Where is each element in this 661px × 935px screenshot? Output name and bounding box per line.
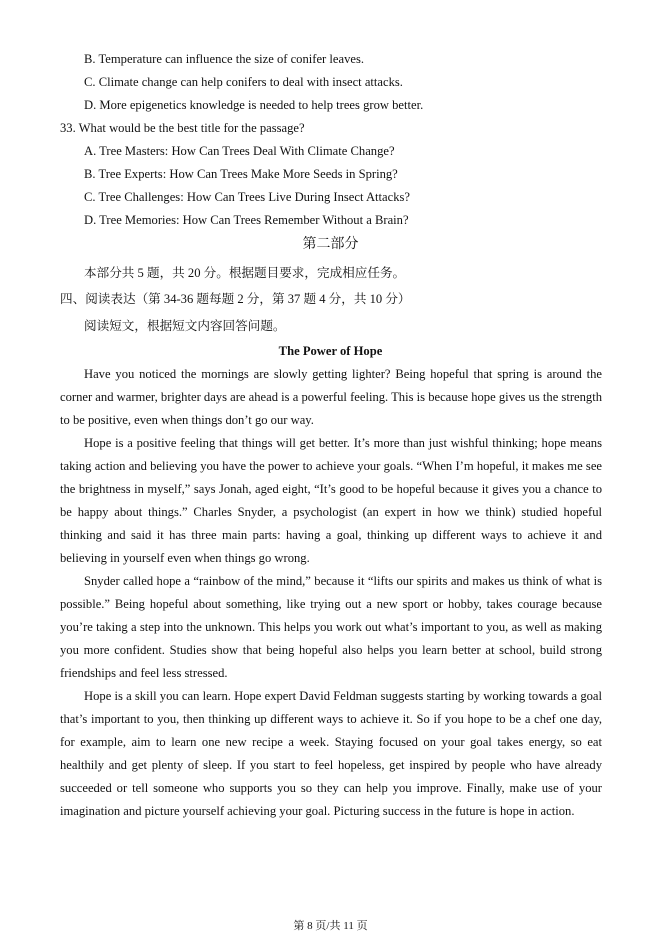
passage-paragraph-1: Have you noticed the mornings are slowly getting lighter? Being hopeful that spring is around the corner and warmer, brighter days are ahead is a powerful feeling. This is because hope gives us the strength to be positive, even when things don’t go our way. [60, 367, 603, 427]
reading-instruction: 阅读短文，根据短文内容回答问题。 [84, 319, 286, 333]
q33-option-b: B. Tree Experts: How Can Trees Make More Seeds in Spring? [84, 167, 398, 181]
part2-heading: 第二部分 [302, 237, 359, 252]
passage-paragraph-3: Snyder called hope a “rainbow of the mind,” because it “lifts our spirits and makes us think of what is possible.” Being hopeful about something, like trying out a new sport or hobby, takes courage because you’re taking a step into the unknown. This helps you work out what’s important to you, as well as making you more confident. Studies show that being hopeful also helps you learn better at school, build strong friendships and feel less stressed. [60, 574, 602, 680]
q32-option-b: B. Temperature can influence the size of conifer leaves. [84, 52, 365, 66]
q32-option-c: C. Climate change can help conifers to deal with insect attacks. [84, 75, 403, 89]
part2-intro: 本部分共 5 题，共 20 分。根据题目要求，完成相应任务。 [84, 266, 406, 280]
passage-title: The Power of Hope [278, 344, 383, 358]
page-number-footer: 第 8 页/共 11 页 [293, 920, 368, 932]
passage-paragraph-2: Hope is a positive feeling that things will get better. It’s more than just wishful thinking; hope means taking action and believing you have the power to achieve your goals. “When I’m hopeful, it makes me see the brightness in myself,” says Jonah, aged eight, “It’s good to be hopeful because it gives you a chance to be happy about things.” Charles Snyder, a psychologist (an expert in how we think) studied hopeful thinking and said it has three main parts: having a goal, thinking up different ways to achieve it and believing in yourself even when things go wrong. [60, 436, 602, 565]
q33-option-d: D. Tree Memories: How Can Trees Remember Without a Brain? [84, 213, 409, 227]
section-4-heading: 四、阅读表达（第 34-36 题每题 2 分，第 37 题 4 分，共 10 分） [60, 292, 411, 306]
q33-option-a: A. Tree Masters: How Can Trees Deal With Climate Change? [84, 144, 395, 158]
passage-paragraph-4: Hope is a skill you can learn. Hope expert David Feldman suggests starting by working towards a goal that’s important to you, then thinking up different ways to achieve it. So if you hope to be a chef one day, for example, aim to learn one new recipe a week. Staying focused on your goal takes energy, so eat healthily and get plenty of sleep. If you start to feel hopeless, get inspired by people who have already succeeded or tell someone who supports you so they can help you improve. Finally, make use of your imagination and picture yourself achieving your goal. Picturing success in the future is hope in action. [60, 689, 602, 818]
q33-option-c: C. Tree Challenges: How Can Trees Live During Insect Attacks? [84, 190, 410, 204]
q32-option-d: D. More epigenetics knowledge is needed to help trees grow better. [84, 98, 424, 112]
q33-question: 33. What would be the best title for the passage? [60, 121, 305, 135]
